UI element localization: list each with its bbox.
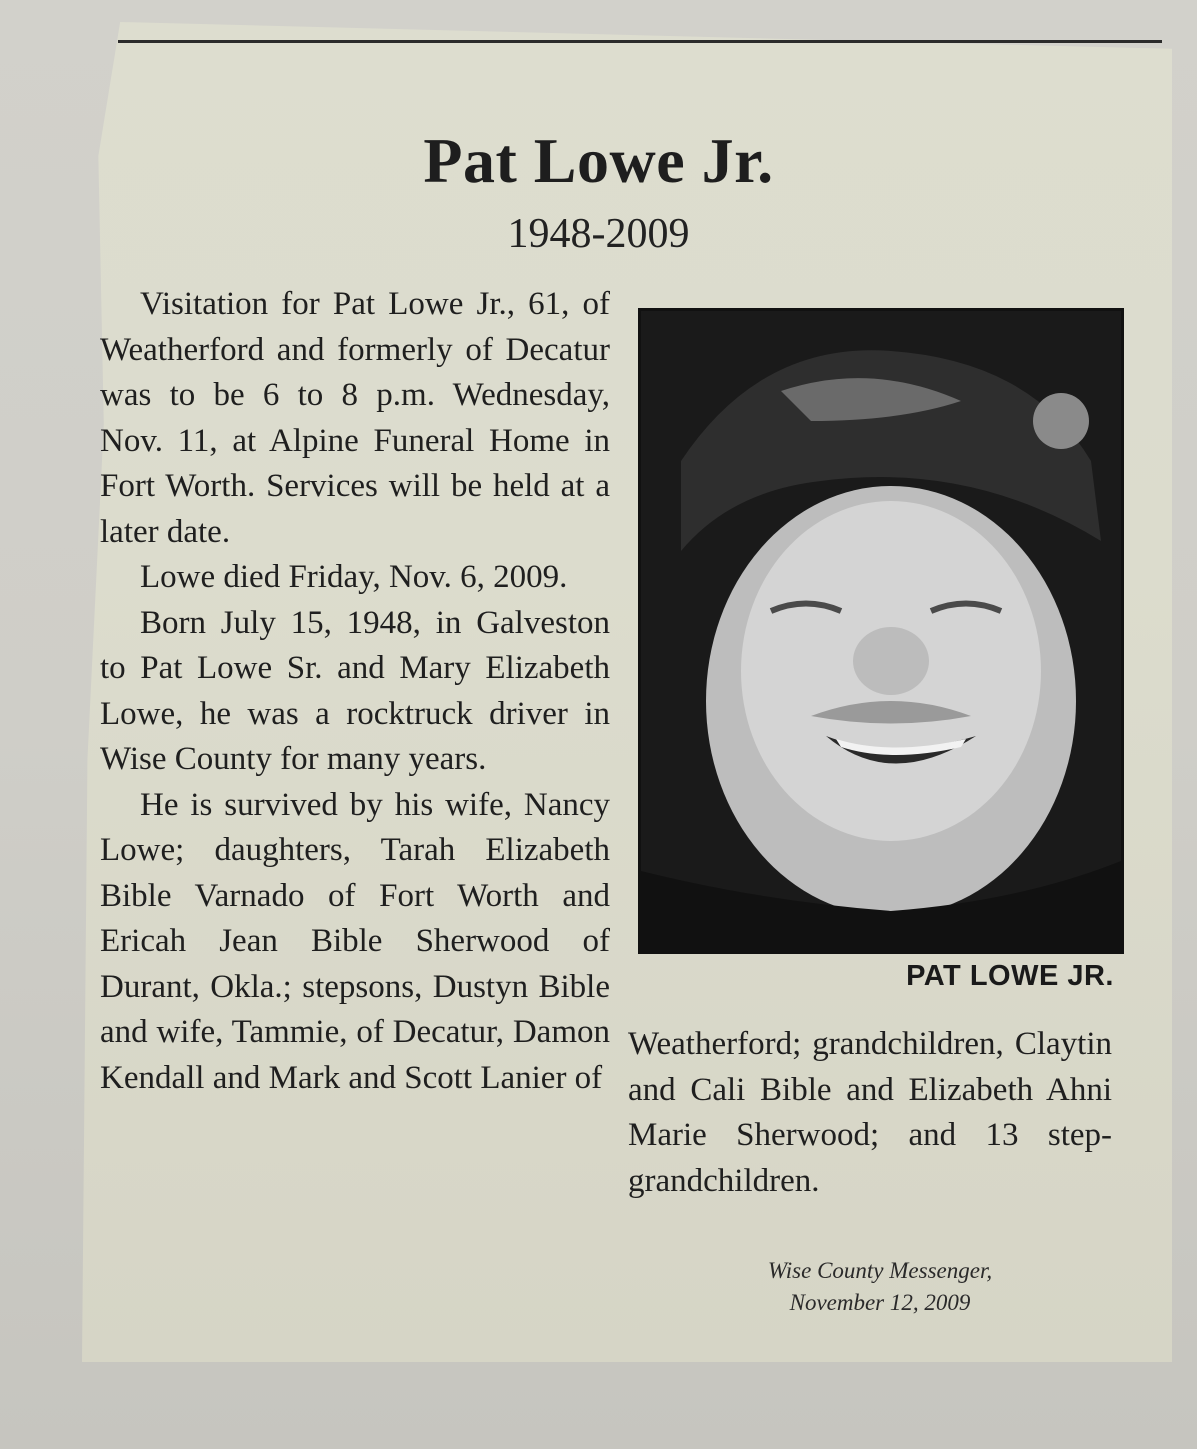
paragraph-continued: Weatherford; grandchildren, Claytin and Cali Bible and Elizabeth Ahni Marie Sherwood; and 13 step-grandchildren. [628,1026,1112,1199]
top-rule-divider [118,40,1162,43]
paragraph-death: Lowe died Friday, Nov. 6, 2009. [140,559,568,595]
photo-caption: PAT LOWE JR. [906,960,1114,992]
obituary-title: Pat Lowe Jr. [423,125,774,196]
obituary-right-column [628,1022,1112,1204]
obituary-years: 1948-2009 [507,211,690,257]
portrait-photo [638,308,1124,954]
source-date: November 12, 2009 [789,1290,971,1315]
paragraph-birth: Born July 15, 1948, in Galveston to Pat Lowe Sr. and Mary Elizabeth Lowe, he was a rocktruck driver in Wise County for many years. [100,604,610,777]
obituary-left-column [100,282,610,1101]
source-publication: Wise County Messenger, [767,1258,993,1283]
source-credit [700,1255,1060,1319]
paragraph-visitation: Visitation for Pat Lowe Jr., 61, of Weatherford and formerly of Decatur was to be 6 to 8 p.m. Wednesday, Nov. 11, at Alpine Funeral Home in Fort Worth. Services will be held at a later date. [100,286,610,550]
portrait-illustration [641,311,1121,951]
paragraph-survivors: He is survived by his wife, Nancy Lowe; daughters, Tarah Elizabeth Bible Varnado of Fort Worth and Ericah Jean Bible Sherwood of Durant, Okla.; stepsons, Dustyn Bible and wife, Tammie, of Decatur, Damon Kendall and Mark and Scott Lanier of [100,786,610,1096]
